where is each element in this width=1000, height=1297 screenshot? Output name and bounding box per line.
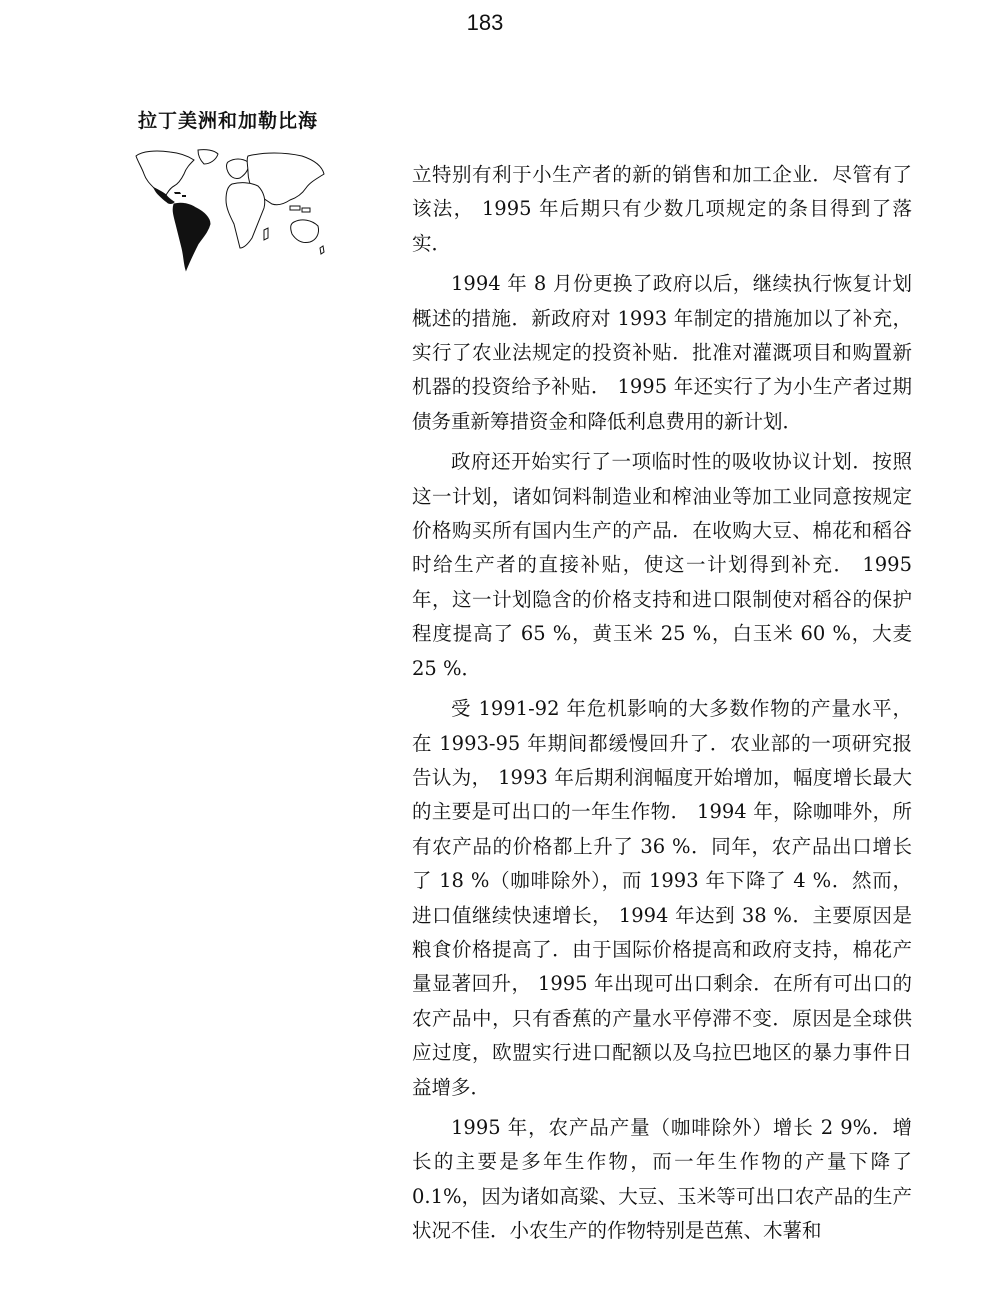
southeast-asia-islands [290,206,310,212]
new-zealand-outline [320,246,324,254]
paragraph-2: 1994 年 8 月份更换了政府以后，继续执行恢复计划概述的措施．新政府对 1993 年制定的措施加以了补充，实行了农业法规定的投资补贴．批准对灌溉项目和购置新机器的投资给予补贴． 1995 年还实行了为小生产者过期债务重新筹措资金和降低利息费用的新计划． [412,272,912,433]
greenland-outline [198,150,218,164]
africa-outline [226,183,265,248]
paragraph-5: 1995 年，农产品产量（咖啡除外）增长 2 9%．增长的主要是多年生作物，而一年生作物的产量下降了 0.1%，因为诸如高粱、大豆、玉米等可出口农产品的生产状况不佳．小农生产的作物特别是芭蕉、木薯和 [412,1115,912,1243]
section-title: 拉丁美洲和加勒比海 [138,110,319,132]
paragraph-1: 立特别有利于小生产者的新的销售和加工企业．尽管有了该法， 1995 年后期只有少数几项规定的条目得到了落实． [412,163,912,255]
australia-outline [291,220,319,243]
page-number: 183 [466,10,504,35]
madagascar-outline [264,228,268,240]
europe-outline [227,159,249,179]
paragraph-4: 受 1991-92 年危机影响的大多数作物的产量水平，在 1993-95 年期间都缓慢回升了．农业部的一项研究报告认为， 1993 年后期利润幅度开始增加，幅度增长最大的主要是可出口的一年生作物． 1994 年，除咖啡外，所有农产品的价格都上升了 36 %．同年，农产品出口增长了 18 %（咖啡除外），而 1993 年下降了 4 %．然而，进口值继续快速增长， 1994 年达到 38 %．主要原因是粮食价格提高了．由于国际价格提高和政府支持，棉花产量显著回升， 1995 年出现可出口剩余．在所有可出口的农产品中，只有香蕉的产量水平停滞不变．原因是全球供应过度，欧盟实行进口配额以及乌拉巴地区的暴力事件日益增多． [412,697,912,1099]
south-america-shape [173,203,210,270]
main-text [412,158,912,1255]
north-america-outline [136,151,194,195]
caribbean-islands [174,192,186,197]
paragraph-3: 政府还开始实行了一项临时性的吸收协议计划．按照这一计划，诸如饲料制造业和榨油业等加工业同意按规定价格购买所有国内生产的产品．在收购大豆、棉花和稻谷时给生产者的直接补贴，使这一计划得到补充． 1995 年，这一计划隐含的价格支持和进口限制使对稻谷的保护程度提高了 65 %，黄玉米 25 %，白玉米 60 %，大麦 25 %． [412,450,912,680]
world-map-icon [134,148,326,272]
